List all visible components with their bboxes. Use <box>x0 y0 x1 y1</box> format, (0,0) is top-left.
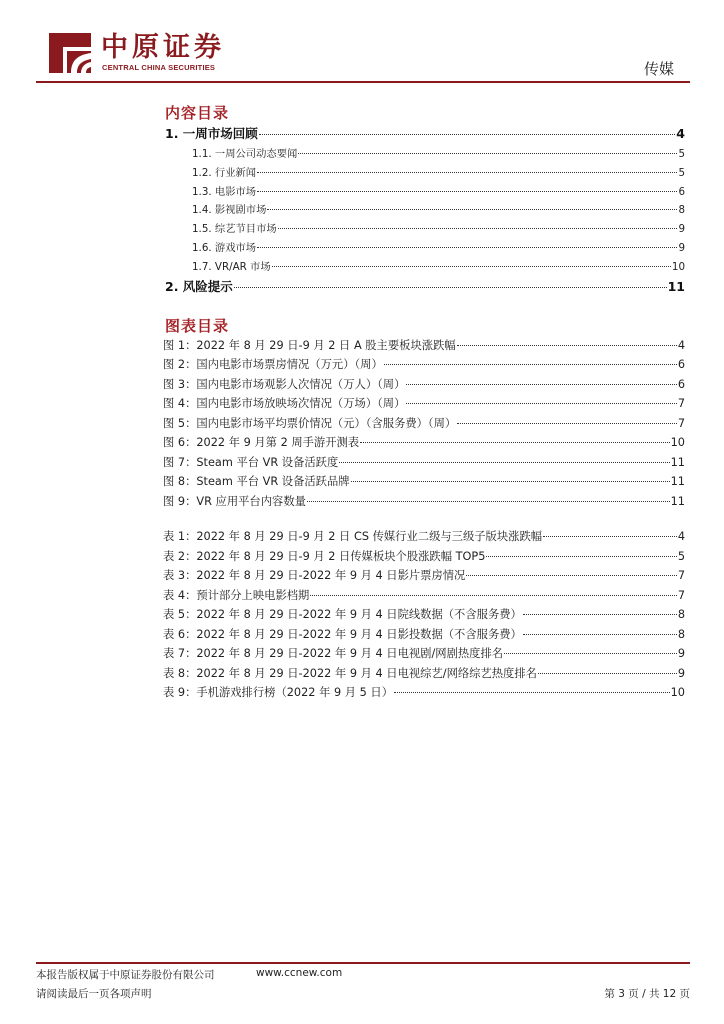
dot-leader <box>504 653 677 654</box>
dot-leader <box>486 556 676 557</box>
entry-page-number: 11 <box>667 278 685 294</box>
entry-page-number: 8 <box>678 204 685 217</box>
entry-page-number: 10 <box>670 436 685 450</box>
table-list <box>165 528 685 704</box>
entry-label: 图 7：Steam 平台 VR 设备活跃度 <box>163 455 339 469</box>
entry-label: 2. 风险提示 <box>165 278 233 294</box>
toc-entry-level2[interactable] <box>165 239 685 258</box>
toc-list <box>165 124 685 298</box>
entry-label: 1.7. VR/AR 市场 <box>192 260 271 273</box>
dot-leader <box>267 209 677 210</box>
figure-entry[interactable] <box>165 376 685 396</box>
entry-label: 图 2：国内电影市场票房情况（万元）（周） <box>163 358 383 372</box>
entry-page-number: 7 <box>677 588 685 602</box>
entry-page-number: 9 <box>677 647 685 661</box>
entry-label: 图 1：2022 年 8 月 29 日-9 月 2 日 A 股主要板块涨跌幅 <box>163 338 456 352</box>
dot-leader <box>394 692 670 693</box>
entry-page-number: 6 <box>677 358 685 372</box>
dot-leader <box>310 595 676 596</box>
page-header <box>0 0 724 82</box>
entry-label: 1.2. 行业新闻 <box>192 166 257 179</box>
dot-leader <box>360 442 670 443</box>
entry-label: 图 3：国内电影市场观影人次情况（万人）（周） <box>163 377 406 391</box>
toc-entry-level2[interactable] <box>165 145 685 164</box>
entry-label: 表 3：2022 年 8 月 29 日-2022 年 9 月 4 日影片票房情况 <box>163 569 466 583</box>
figure-list <box>165 337 685 513</box>
entry-page-number: 6 <box>677 377 685 391</box>
figure-entry[interactable] <box>165 434 685 454</box>
figure-entry[interactable] <box>165 454 685 474</box>
entry-label: 图 4：国内电影市场放映场次情况（万场）（周） <box>163 397 406 411</box>
entry-label: 图 8：Steam 平台 VR 设备活跃品牌 <box>163 475 350 489</box>
toc-entry-level1[interactable] <box>165 277 685 298</box>
dot-leader <box>384 364 677 365</box>
entry-page-number: 4 <box>676 126 685 141</box>
entry-page-number: 10 <box>671 260 685 273</box>
figures-title: 图表目录 <box>165 316 230 335</box>
logo-text-cn: 中原证券 <box>101 32 225 63</box>
entry-label: 表 6：2022 年 8 月 29 日-2022 年 9 月 4 日影投数据（不含服务费） <box>163 627 522 641</box>
entry-label: 图 6：2022 年 9 月第 2 周手游开测表 <box>163 436 360 450</box>
toc-entry-level2[interactable] <box>165 164 685 183</box>
entry-label: 表 8：2022 年 8 月 29 日-2022 年 9 月 4 日电视综艺/网络综艺热度排名 <box>163 666 537 680</box>
table-entry[interactable] <box>165 645 685 665</box>
entry-label: 表 7：2022 年 8 月 29 日-2022 年 9 月 4 日电视剧/网剧热度排名 <box>163 647 504 661</box>
dot-leader <box>406 403 676 404</box>
header-divider <box>36 81 690 83</box>
dot-leader <box>466 575 676 576</box>
entry-label: 1.6. 游戏市场 <box>192 241 257 254</box>
table-entry[interactable] <box>165 606 685 626</box>
entry-label: 表 5：2022 年 8 月 29 日-2022 年 9 月 4 日院线数据（不含服务费） <box>163 608 522 622</box>
toc-entry-level2[interactable] <box>165 183 685 202</box>
entry-page-number: 11 <box>670 455 685 469</box>
figure-entry[interactable] <box>165 337 685 357</box>
contents-body <box>165 102 685 704</box>
entry-label: 表 9：手机游戏排行榜（2022 年 9 月 5 日） <box>163 686 394 700</box>
entry-page-number: 9 <box>678 223 685 236</box>
entry-page-number: 8 <box>677 627 685 641</box>
entry-page-number: 11 <box>670 475 685 489</box>
dot-leader <box>543 536 677 537</box>
entry-page-number: 7 <box>677 569 685 583</box>
dot-leader <box>272 266 671 267</box>
dot-leader <box>523 634 677 635</box>
toc-entry-level2[interactable] <box>165 258 685 277</box>
dot-leader <box>351 481 670 482</box>
footer-copyright: 本报告版权属于中原证券股份有限公司 <box>36 969 215 981</box>
toc-title: 内容目录 <box>165 104 230 122</box>
footer-divider <box>36 962 690 964</box>
dot-leader <box>457 345 677 346</box>
entry-page-number: 10 <box>670 686 685 700</box>
entry-label: 1. 一周市场回顾 <box>165 126 258 141</box>
dot-leader <box>523 614 677 615</box>
entry-label: 1.3. 电影市场 <box>192 185 257 198</box>
dot-leader <box>259 134 675 135</box>
figure-entry[interactable] <box>165 493 685 513</box>
toc-entry-level2[interactable] <box>165 220 685 239</box>
figure-entry[interactable] <box>165 415 685 435</box>
entry-label: 1.4. 影视剧市场 <box>192 204 267 217</box>
entry-label: 1.1. 一周公司动态要闻 <box>192 148 298 160</box>
table-entry[interactable] <box>165 548 685 568</box>
company-logo-icon <box>47 31 93 75</box>
footer-disclaimer-note: 请阅读最后一页各项声明 <box>36 988 152 1000</box>
entry-label: 图 9：VR 应用平台内容数量 <box>163 494 306 508</box>
entry-page-number: 7 <box>677 416 685 430</box>
entry-page-number: 5 <box>677 549 685 563</box>
dot-leader <box>457 423 677 424</box>
entry-page-number: 9 <box>677 666 685 680</box>
dot-leader <box>257 247 677 248</box>
entry-label: 表 4：预计部分上映电影档期 <box>163 588 310 602</box>
toc-entry-level1[interactable] <box>165 124 685 145</box>
toc-entry-level2[interactable] <box>165 201 685 220</box>
entry-page-number: 8 <box>677 608 685 622</box>
entry-page-number: 5 <box>678 166 685 179</box>
figure-entry[interactable] <box>165 473 685 493</box>
report-category: 传媒 <box>643 60 674 78</box>
entry-page-number: 7 <box>677 397 685 411</box>
figure-entry[interactable] <box>165 356 685 376</box>
entry-page-number: 5 <box>678 148 685 160</box>
entry-label: 表 2：2022 年 8 月 29 日-9 月 2 日传媒板块个股涨跌幅 TOP5 <box>163 549 486 563</box>
entry-label: 图 5：国内电影市场平均票价情况（元）（含服务费）（周） <box>163 416 457 430</box>
table-entry[interactable] <box>165 626 685 646</box>
table-entry[interactable] <box>165 665 685 685</box>
dot-leader <box>298 153 677 154</box>
entry-page-number: 4 <box>677 530 685 544</box>
table-entry[interactable] <box>165 587 685 607</box>
dot-leader <box>278 228 678 229</box>
entry-page-number: 11 <box>670 494 685 508</box>
dot-leader <box>234 287 667 288</box>
entry-label: 表 1：2022 年 8 月 29 日-9 月 2 日 CS 传媒行业二级与三级子版块涨跌幅 <box>163 530 543 544</box>
figure-entry[interactable] <box>165 395 685 415</box>
entry-label: 1.5. 综艺节目市场 <box>192 223 277 236</box>
dot-leader <box>257 191 677 192</box>
dot-leader <box>538 673 677 674</box>
entry-page-number: 6 <box>678 185 685 198</box>
table-entry[interactable] <box>165 528 685 548</box>
footer-url-link[interactable]: www.ccnew.com <box>256 967 343 979</box>
page-indicator: 第 3 页 / 共 12 页 <box>604 988 690 1000</box>
entry-page-number: 9 <box>678 241 685 254</box>
dot-leader <box>406 384 676 385</box>
entry-page-number: 4 <box>677 338 685 352</box>
logo-text-en: CENTRAL CHINA SECURITIES <box>102 63 216 72</box>
dot-leader <box>307 501 670 502</box>
dot-leader <box>339 462 669 463</box>
table-entry[interactable] <box>165 684 685 704</box>
dot-leader <box>257 172 677 173</box>
table-entry[interactable] <box>165 567 685 587</box>
